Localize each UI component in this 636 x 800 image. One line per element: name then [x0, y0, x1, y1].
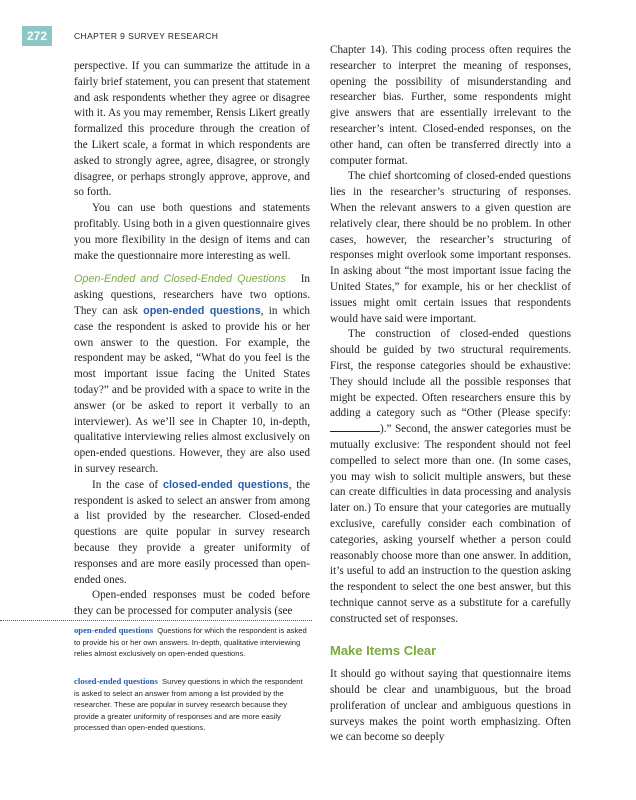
text-run: In asking questions, researchers have two options. They can ask — [74, 273, 311, 317]
paragraph: Chapter 14). This coding process often requires the researcher to interpret the meaning of responses, opening the possibility of misunderstanding and researcher bias. Further, some respondents might give answers that are essentially irrelevant to the researcher’s intent. Closed-ended responses, on the other hand, can often be transferred directly into a computer format. — [330, 44, 571, 167]
paragraph: perspective. If you can summarize the attitude in a fairly brief statement, you can present that statement and ask respondents whether they agree or disagree with it. As you may remember, Rensis Likert greatly formalized this procedure through the creation of the Likert scale, a format in which respondents are asked to strongly agree, agree, disagree, or strongly disagree, or perhaps strongly approve, approve, and so forth. — [74, 60, 310, 199]
blank-line — [330, 422, 380, 432]
page-number: 272 — [22, 26, 52, 46]
glossary-definition: Questions for which the respondent is asked to provide his or her own answers. In-depth, qualitative interviewing relies almost exclusively on open-ended questions. — [74, 626, 307, 659]
text-run: ).” Second, the answer categories must be mutually exclusive: The respondent should not feel compelled to select more than one. (In some cases, you may wish to solicit multiple answers, but these can create difficulties in data processing and analysis later on.) To ensure that your categories are mutually exclusive, carefully consider each combination of categories, asking yourself whether a person could reasonably choose more than one answer. In addition, it’s useful to add an instruction to the question asking the respondent to select the one best answer, but this technique cannot serve as a substitute for a carefully constructed set of responses. — [330, 423, 571, 625]
glossary-entry — [74, 625, 310, 660]
text-run: , in which case the respondent is asked to provide his or her own answer to the question. For example, the respondent may be asked, “What do you feel is the most important issue facing the United States today?” and be provided with a space to write in the answer (or be asked to report it verbally to an interviewer). As we’ll see in Chapter 10, in-depth, qualitative interviewing relies almost exclusively on open-ended questions. However, they are also used in survey research. — [74, 304, 311, 475]
glossary-definition: Survey questions in which the respondent is asked to select an answer from among a list provided by the researcher. These are popular in survey research because they provide a greater uniformity of responses and are more easily processed than open-ended questions. — [74, 677, 303, 733]
paragraph: The chief shortcoming of closed-ended questions lies in the researcher’s structuring of responses. When the relevant answers to a given question are relatively clear, there should be no problem. In other cases, however, the researcher’s structuring of responses might overlook some important responses. In asking about “the most important issue facing the United States,” for example, his or her checklist of issues might omit certain issues that respondents would have said were important. — [330, 170, 571, 325]
subheading-open-closed: Open-Ended and Closed-Ended Questions — [74, 273, 286, 286]
keyword-open-ended: open-ended questions — [143, 304, 261, 317]
section-heading: Make Items Clear — [330, 643, 437, 659]
chapter-header: CHAPTER 9 SURVEY RESEARCH — [74, 31, 219, 41]
glossary-term: open-ended questions — [74, 625, 154, 635]
left-column — [74, 59, 310, 620]
text-run: The construction of closed-ended questions should be guided by two structural requirements. First, the response categories should be exhaustive: They should include all the possible responses that might be expected. Often researchers ensure this by adding a category such as “Other (Please specify: — [330, 328, 571, 420]
paragraph: Open-ended responses must be coded before they can be processed for computer analysis (see — [74, 589, 310, 618]
paragraph — [330, 327, 571, 627]
keyword-closed-ended: closed-ended questions — [163, 478, 289, 491]
paragraph: You can use both questions and statements profitably. Using both in a given questionnaire gives you more flexibility in the design of items and can make the questionnaire more interesting as well. — [74, 202, 310, 262]
glossary-term: closed-ended questions — [74, 676, 158, 686]
paragraph — [74, 272, 310, 477]
paragraph — [74, 478, 310, 589]
paragraph: It should go without saying that questionnaire items should be clear and unambiguous, but the broad proliferation of unclear and ambiguous questions in surveys makes the point worth emphasizing. Often we can become so deeply — [330, 668, 571, 744]
text-run: In the case of — [92, 478, 159, 491]
text-run: , the respondent is asked to select an answer from among a list provided by the researcher. Closed-ended questions are quite popular in survey research because they provide a greater uniformity of responses and are more easily processed than open-ended ones. — [74, 478, 311, 586]
right-column — [330, 43, 571, 746]
glossary-divider — [0, 620, 312, 621]
glossary-entry — [74, 676, 310, 734]
